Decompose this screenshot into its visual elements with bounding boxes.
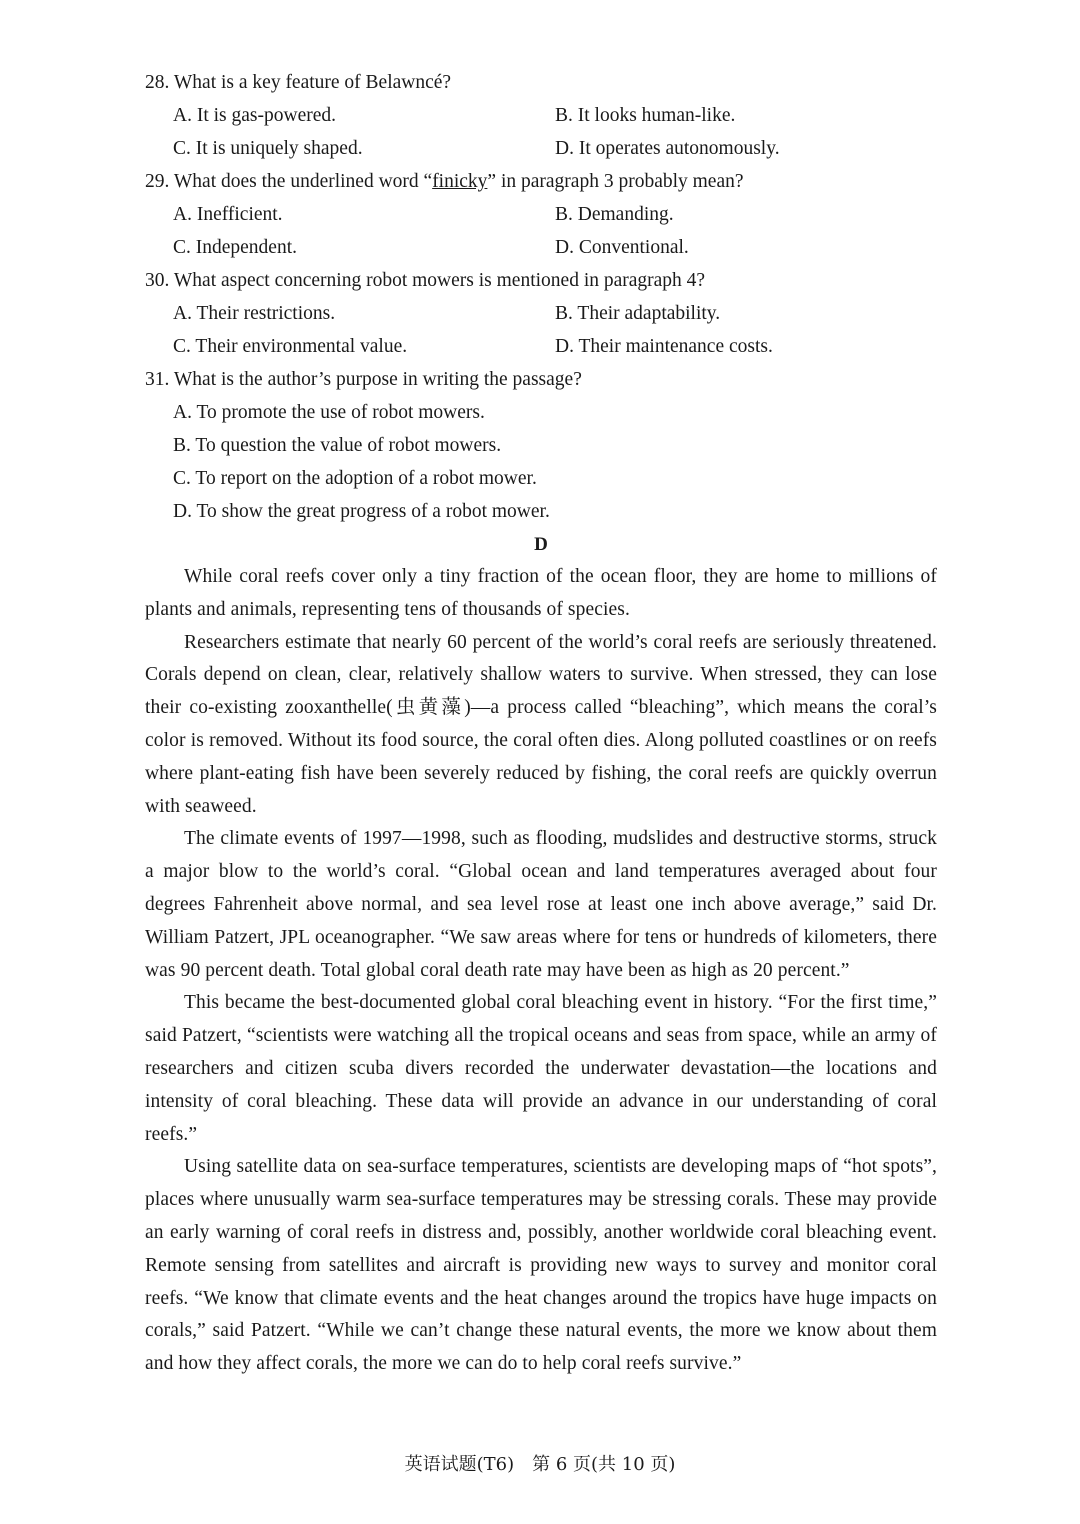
- question-31-option-c: C. To report on the adoption of a robot mower.: [173, 468, 537, 489]
- question-29-stem-before: 29. What does the underlined word “: [145, 171, 433, 192]
- question-28-option-c: C. It is uniquely shaped.: [173, 138, 363, 159]
- question-31-stem: 31. What is the author’s purpose in writing the passage?: [145, 369, 582, 390]
- question-30-option-a: A. Their restrictions.: [173, 303, 336, 324]
- question-29-option-b: B. Demanding.: [555, 204, 674, 225]
- question-29-stem-word: finicky: [432, 171, 488, 192]
- question-29-options-row-2: [145, 231, 937, 264]
- question-28-option-a: A. It is gas-powered.: [173, 105, 336, 126]
- question-30-option-c: C. Their environmental value.: [173, 336, 408, 357]
- passage-paragraph-1: While coral reefs cover only a tiny fraction of the ocean floor, they are home to millions of plants and animals, representing tens of thousands of species.: [145, 566, 937, 620]
- question-29-stem-after: ” in paragraph 3 probably mean?: [487, 171, 744, 192]
- question-29-stem: [145, 165, 937, 198]
- passage-title: D: [534, 534, 548, 555]
- question-29-option-a: A. Inefficient.: [173, 204, 283, 225]
- question-30-option-b: B. Their adaptability.: [555, 303, 721, 324]
- passage-paragraph-3: The climate events of 1997—1998, such as flooding, mudslides and destructive storms, struck a major blow to the world’s coral. “Global ocean and land temperatures averaged about four degrees Fahrenheit above normal, and sea level rose at least one inch above average,” said Dr. William Patzert, JPL oceanographer. “We saw areas where for tens or hundreds of kilometers, there was 90 percent death. Total global coral death rate may have been as high as 20 percent.”: [145, 828, 937, 981]
- passage-paragraph-5: Using satellite data on sea-surface temperatures, scientists are developing maps of “hot spots”, places where unusually warm sea-surface temperatures may be stressing corals. These may provide an early warning of coral reefs in distress and, possibly, another worldwide coral bleaching event. Remote sensing from satellites and aircraft is providing new ways to survey and monitor coral reefs. “We know that climate events and the heat changes around the tropics have huge impacts on corals,” said Patzert. “While we can’t change these natural events, the more we know about them and how they affect corals, the more we can do to help coral reefs survive.”: [145, 1156, 937, 1375]
- question-31-option-a: A. To promote the use of robot mowers.: [173, 402, 485, 423]
- question-28-options-row-2: [145, 132, 937, 165]
- question-31-option-d: D. To show the great progress of a robot mower.: [173, 501, 550, 522]
- question-28-options-row-1: [145, 99, 937, 132]
- page-content: [145, 66, 937, 1381]
- question-28-stem: 28. What is a key feature of Belawncé?: [145, 72, 452, 93]
- question-29-option-d: D. Conventional.: [555, 237, 689, 258]
- question-28-option-b: B. It looks human-like.: [555, 105, 736, 126]
- question-30-stem: 30. What aspect concerning robot mowers is mentioned in paragraph 4?: [145, 270, 706, 291]
- passage-paragraph-4: This became the best-documented global coral bleaching event in history. “For the first time,” said Patzert, “scientists were watching all the tropical oceans and seas from space, while an army of researchers and citizen scuba divers recorded the underwater devastation—the locations and intensity of coral bleaching. These data will provide an advance in our understanding of coral reefs.”: [145, 992, 937, 1145]
- question-28-option-d: D. It operates autonomously.: [555, 138, 780, 159]
- question-29-options-row-1: [145, 198, 937, 231]
- question-31-option-b: B. To question the value of robot mowers.: [173, 435, 502, 456]
- question-29-option-c: C. Independent.: [173, 237, 298, 258]
- page-footer: 英语试题(T6) 第 6 页(共 10 页): [404, 1454, 676, 1475]
- passage-paragraph-2: Researchers estimate that nearly 60 percent of the world’s coral reefs are seriously threatened. Corals depend on clean, clear, relatively shallow waters to survive. When stressed, they can lose their co-existing zooxanthelle(虫黄藻)—a process called “bleaching”, which means the coral’s color is removed. Without its food source, the coral often dies. Along polluted coastlines or on reefs where plant-eating fish have been severely reduced by fishing, the coral reefs are quickly overrun with seaweed.: [145, 631, 937, 817]
- question-30-option-d: D. Their maintenance costs.: [555, 336, 773, 357]
- question-30-options-row-1: [145, 297, 937, 330]
- question-30-options-row-2: [145, 330, 937, 363]
